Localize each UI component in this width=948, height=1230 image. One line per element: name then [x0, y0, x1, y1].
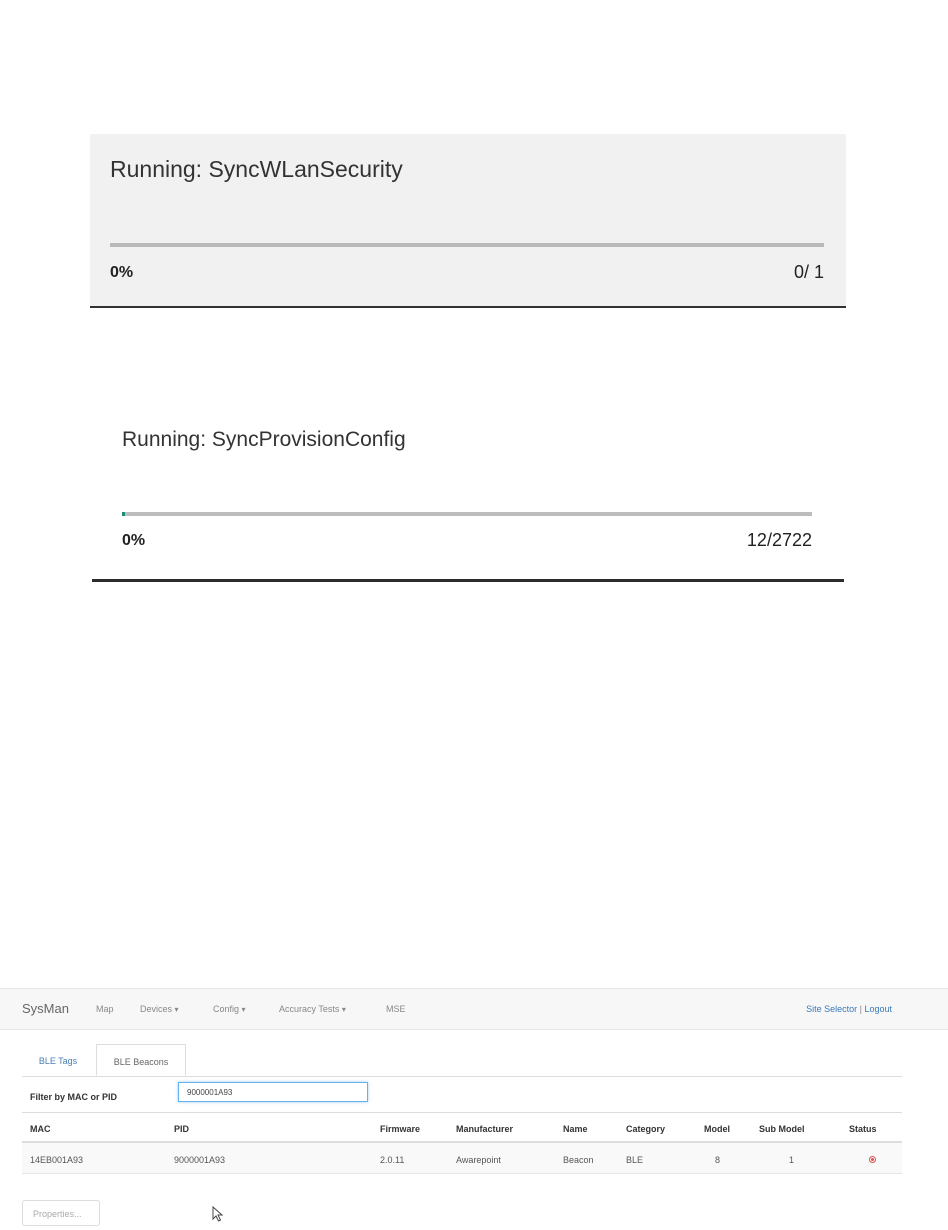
cell-manufacturer: Awarepoint [456, 1155, 501, 1165]
nav-separator: | [859, 1004, 862, 1014]
nav-accuracy-tests-dropdown[interactable]: Accuracy Tests ▾ [279, 1004, 346, 1014]
table-row[interactable] [22, 1143, 902, 1174]
caret-down-icon: ▾ [341, 1005, 346, 1014]
col-category[interactable]: Category [626, 1124, 666, 1134]
progress-panel-sync-provision-config [92, 400, 844, 582]
nav-mse[interactable]: MSE [386, 1004, 406, 1014]
site-selector-link[interactable]: Site Selector [806, 1004, 858, 1014]
cell-name: Beacon [563, 1155, 594, 1165]
col-model[interactable]: Model [704, 1124, 730, 1134]
properties-button[interactable]: Properties... [22, 1200, 100, 1226]
device-tabs [22, 1044, 902, 1077]
table-header [22, 1112, 902, 1143]
cell-firmware: 2.0.11 [380, 1155, 405, 1165]
logout-link[interactable]: Logout [864, 1004, 892, 1014]
col-name[interactable]: Name [563, 1124, 588, 1134]
caret-down-icon: ▾ [241, 1005, 246, 1014]
col-mac[interactable]: MAC [30, 1124, 51, 1134]
cell-category: BLE [626, 1155, 644, 1165]
caret-down-icon: ▾ [174, 1005, 179, 1014]
col-pid[interactable]: PID [174, 1124, 190, 1134]
brand-logo[interactable]: SysMan [22, 1001, 69, 1016]
filter-row [22, 1080, 902, 1110]
navbar [0, 988, 948, 1030]
filter-mac-pid-input[interactable] [178, 1082, 368, 1102]
tab-ble-tags[interactable]: BLE Tags [38, 1056, 78, 1066]
progress-percent: 0% [110, 264, 134, 281]
filter-label: Filter by MAC or PID [30, 1092, 118, 1102]
tab-ble-beacons[interactable]: BLE Beacons [96, 1044, 186, 1076]
nav-right-links [806, 1004, 892, 1014]
beacons-table [22, 1112, 902, 1174]
progress-bar [110, 243, 824, 247]
progress-count: 12/2722 [746, 530, 812, 550]
cell-model: 8 [715, 1155, 721, 1165]
progress-title: Running: SyncWLanSecurity [110, 156, 403, 182]
sysman-app [0, 988, 948, 1230]
progress-title: Running: SyncProvisionConfig [122, 428, 406, 451]
col-sub-model[interactable]: Sub Model [759, 1124, 805, 1134]
error-circle-icon [869, 1156, 876, 1163]
col-status[interactable]: Status [849, 1124, 877, 1134]
nav-config-dropdown[interactable]: Config ▾ [213, 1004, 246, 1014]
nav-map[interactable]: Map [96, 1004, 114, 1014]
nav-devices-dropdown[interactable]: Devices ▾ [140, 1004, 179, 1014]
progress-bar [122, 512, 812, 516]
progress-panel-sync-wlan-security [90, 134, 846, 308]
col-manufacturer[interactable]: Manufacturer [456, 1124, 514, 1134]
cell-pid: 9000001A93 [174, 1155, 226, 1165]
progress-count: 0/ 1 [793, 262, 824, 282]
mouse-cursor-icon [212, 1206, 224, 1222]
cell-sub-model: 1 [789, 1155, 795, 1165]
col-firmware[interactable]: Firmware [380, 1124, 421, 1134]
cell-mac: 14EB001A93 [30, 1155, 84, 1165]
progress-percent: 0% [122, 532, 146, 549]
progress-bar-fill [122, 512, 125, 516]
